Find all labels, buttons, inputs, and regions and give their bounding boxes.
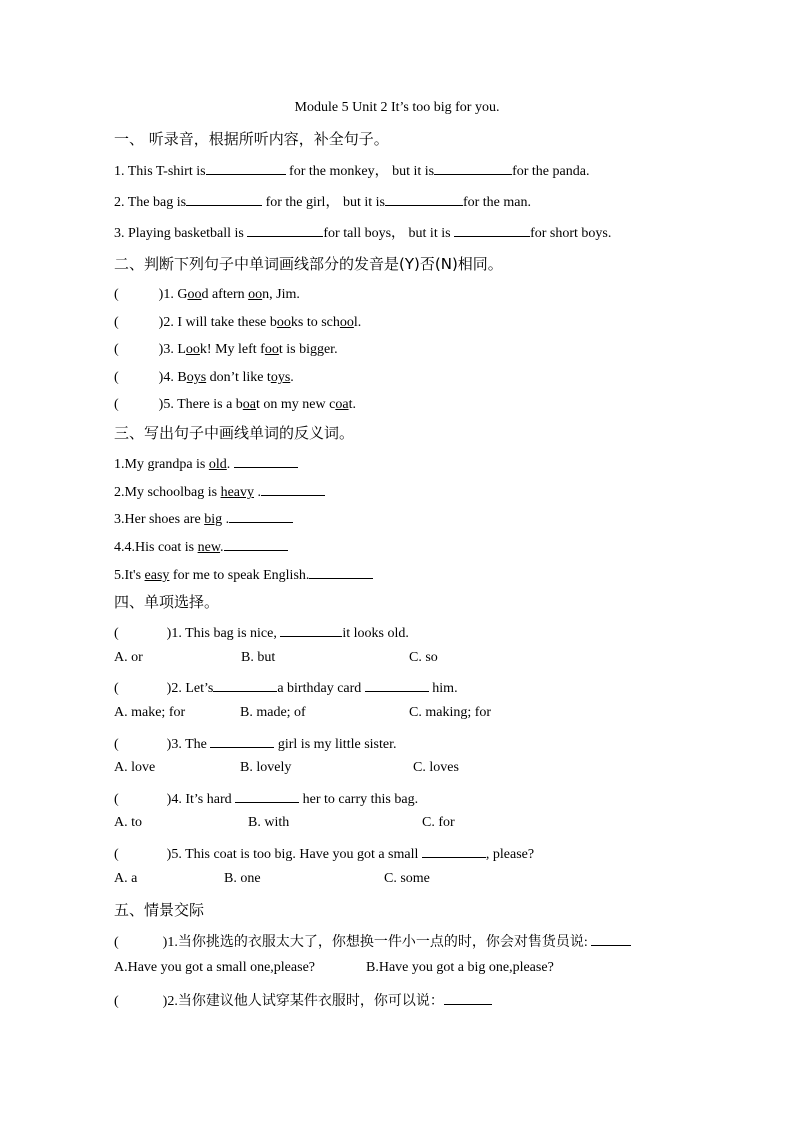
option-a[interactable]: A. to	[114, 815, 142, 830]
option-a[interactable]: A. love	[114, 760, 156, 775]
answer-blank[interactable]	[385, 191, 463, 206]
section-4-heading: 四、单项选择。	[114, 593, 220, 611]
s4-question-1	[114, 622, 409, 642]
underlined-text: oo	[248, 287, 263, 302]
text-fragment: l.	[353, 315, 362, 330]
text-fragment: 2.My schoolbag is	[114, 485, 221, 500]
option-b[interactable]: B. one	[224, 871, 261, 886]
text-fragment: G	[177, 287, 188, 302]
answer-blank[interactable]	[591, 931, 631, 946]
s3-item-5	[114, 564, 373, 584]
answer-blank[interactable]	[210, 733, 274, 748]
text-fragment: 1.My grandpa is	[114, 457, 209, 472]
text-fragment: )4. It’s hard	[166, 792, 236, 807]
text-fragment: )1.	[158, 287, 178, 302]
answer-blank[interactable]	[280, 622, 342, 637]
s5-question-1	[114, 931, 631, 951]
text-fragment: (	[114, 792, 119, 807]
answer-blank[interactable]	[234, 453, 298, 468]
text-fragment: There is a b	[177, 397, 243, 412]
text-fragment: )2.当你建议他人试穿某件衣服时，你可以说：	[162, 994, 444, 1009]
text-fragment: (	[114, 994, 119, 1009]
underlined-text: oys	[186, 370, 207, 385]
underlined-text: oys	[270, 370, 291, 385]
answer-space[interactable]	[119, 789, 167, 803]
underlined-text: oa	[335, 397, 349, 412]
answer-space[interactable]	[119, 339, 159, 353]
text-fragment: .	[290, 370, 294, 385]
option-a[interactable]: A. make; for	[114, 705, 186, 720]
s2-item-1	[114, 284, 300, 303]
text-fragment: )3.	[158, 342, 178, 357]
answer-blank[interactable]	[444, 990, 492, 1005]
page-title: Module 5 Unit 2 It’s too big for you.	[294, 100, 500, 115]
text-fragment: )1. This bag is nice,	[166, 626, 281, 641]
text-fragment: 3.Her shoes are	[114, 512, 205, 527]
option-a[interactable]: A. or	[114, 650, 143, 665]
option-b[interactable]: B. but	[241, 650, 276, 665]
s4-options-4	[114, 815, 455, 831]
text-fragment: I will take these b	[177, 315, 277, 330]
section-3-heading: 三、写出句子中画线单词的反义词。	[114, 424, 355, 442]
text-fragment: him.	[428, 681, 458, 696]
s2-item-5	[114, 394, 356, 413]
text-fragment: )1.当你挑选的衣服太大了，你想换一件小一点的时，你会对售货员说:	[162, 935, 588, 950]
underlined-text: big	[204, 512, 223, 527]
answer-blank[interactable]	[422, 843, 486, 858]
section-2-heading: 二、判断下列句子中单词画线部分的发音是(Y)否(N)相同。	[114, 255, 503, 273]
text-fragment: (	[114, 370, 119, 385]
text-fragment: )3. The	[166, 737, 211, 752]
s1-question-3	[114, 222, 611, 242]
text-fragment: .	[222, 512, 230, 527]
s1-question-2	[114, 191, 531, 211]
s3-item-2	[114, 481, 325, 501]
option-b[interactable]: B.Have you got a big one,please?	[366, 960, 554, 975]
text-fragment: , please?	[485, 847, 535, 862]
answer-space[interactable]	[119, 367, 159, 381]
answer-space[interactable]	[119, 678, 167, 692]
answer-space[interactable]	[119, 312, 159, 326]
s2-item-3	[114, 339, 338, 358]
answer-blank[interactable]	[365, 677, 429, 692]
underlined-text: heavy	[220, 485, 254, 500]
option-c[interactable]: C. making; for	[409, 705, 492, 720]
s4-question-3	[114, 733, 396, 753]
text-fragment: for short boys.	[530, 226, 612, 241]
section-1-heading: 一、 听录音，根据所听内容，补全句子。	[114, 130, 389, 148]
answer-space[interactable]	[119, 623, 167, 637]
text-fragment: )4.	[158, 370, 178, 385]
underlined-text: oo	[264, 342, 279, 357]
text-fragment: (	[114, 935, 119, 950]
text-fragment: )5. This coat is too big. Have you got a small	[166, 847, 422, 862]
text-fragment: n, Jim.	[262, 287, 300, 302]
text-fragment: for tall boys， but it is	[323, 226, 451, 241]
underlined-text: new	[197, 540, 221, 555]
text-fragment: L	[177, 342, 186, 357]
text-fragment: (	[114, 342, 119, 357]
underlined-text: oo	[276, 315, 291, 330]
answer-blank[interactable]	[434, 160, 512, 175]
s5-question-2	[114, 990, 492, 1010]
answer-blank[interactable]	[309, 564, 373, 579]
s3-item-3	[114, 508, 293, 528]
text-fragment: for me to speak English.	[169, 568, 310, 583]
s4-options-1	[114, 650, 438, 666]
text-fragment: t is bigger.	[278, 342, 338, 357]
text-fragment: 3. Playing basketball is	[114, 226, 244, 241]
answer-blank[interactable]	[454, 222, 530, 237]
text-fragment: 2. The bag is	[114, 195, 187, 210]
underlined-text: old	[208, 457, 227, 472]
s4-options-2	[114, 705, 491, 721]
text-fragment: .	[226, 457, 231, 472]
text-fragment: B	[177, 370, 187, 385]
option-b[interactable]: B. made; of	[240, 705, 306, 720]
s1-question-1	[114, 160, 589, 180]
answer-space[interactable]	[119, 394, 159, 408]
option-c[interactable]: C. so	[409, 650, 438, 665]
option-c[interactable]: C. loves	[413, 760, 459, 775]
s2-item-4	[114, 367, 294, 386]
answer-blank[interactable]	[235, 788, 299, 803]
text-fragment: 5.It's	[114, 568, 145, 583]
s4-question-4	[114, 788, 418, 808]
text-fragment: )5.	[158, 397, 178, 412]
underlined-text: oo	[339, 315, 354, 330]
text-fragment: t.	[348, 397, 356, 412]
answer-blank[interactable]	[229, 508, 293, 523]
s3-item-4	[114, 536, 288, 556]
text-fragment: for the man.	[462, 195, 531, 210]
text-fragment: .	[220, 540, 224, 555]
text-fragment: for the monkey， but it is	[289, 164, 435, 179]
text-fragment: for the girl， but it is	[265, 195, 385, 210]
text-fragment: (	[114, 287, 119, 302]
text-fragment: (	[114, 681, 119, 696]
answer-blank[interactable]	[186, 191, 262, 206]
option-c[interactable]: C. for	[422, 815, 455, 830]
answer-space[interactable]	[119, 932, 163, 946]
answer-blank[interactable]	[224, 536, 288, 551]
text-fragment: 1. This T-shirt is	[114, 164, 206, 179]
underlined-text: oo	[187, 287, 202, 302]
text-fragment: don’t like t	[206, 370, 271, 385]
s4-options-5	[114, 871, 430, 887]
text-fragment: (	[114, 315, 119, 330]
answer-blank[interactable]	[206, 160, 286, 175]
s2-item-2	[114, 312, 361, 331]
text-fragment: her to carry this bag.	[299, 792, 419, 807]
text-fragment: girl is my little sister.	[274, 737, 397, 752]
text-fragment: k! My left f	[199, 342, 265, 357]
answer-space[interactable]	[119, 734, 167, 748]
answer-space[interactable]	[119, 991, 163, 1005]
s4-question-2	[114, 677, 458, 697]
s4-options-3	[114, 760, 459, 776]
section-5-heading: 五、情景交际	[114, 901, 205, 919]
text-fragment: a birthday card	[277, 681, 365, 696]
text-fragment: for the panda.	[512, 164, 590, 179]
text-fragment: (	[114, 626, 119, 641]
option-b[interactable]: B. with	[248, 815, 290, 830]
text-fragment: )2.	[158, 315, 178, 330]
option-a[interactable]: A. a	[114, 871, 138, 886]
underlined-text: oo	[185, 342, 200, 357]
option-a[interactable]: A.Have you got a small one,please?	[114, 960, 315, 975]
answer-blank[interactable]	[261, 481, 325, 496]
text-fragment: (	[114, 397, 119, 412]
option-c[interactable]: C. some	[384, 871, 430, 886]
text-fragment: (	[114, 737, 119, 752]
text-fragment: 4.4.His coat is	[114, 540, 198, 555]
s4-question-5	[114, 843, 534, 863]
underlined-text: oa	[242, 397, 257, 412]
text-fragment: it looks old.	[342, 626, 409, 641]
answer-blank[interactable]	[213, 677, 277, 692]
text-fragment: t on my new c	[256, 397, 336, 412]
answer-space[interactable]	[119, 284, 159, 298]
s3-item-1	[114, 453, 298, 473]
answer-blank[interactable]	[247, 222, 323, 237]
text-fragment: .	[254, 485, 261, 500]
text-fragment: d aftern	[201, 287, 249, 302]
underlined-text: easy	[144, 568, 170, 583]
s5-options-1	[114, 960, 554, 976]
text-fragment: )2. Let’s	[166, 681, 214, 696]
option-b[interactable]: B. lovely	[240, 760, 292, 775]
answer-space[interactable]	[119, 844, 167, 858]
text-fragment: (	[114, 847, 119, 862]
text-fragment: ks to sch	[290, 315, 340, 330]
